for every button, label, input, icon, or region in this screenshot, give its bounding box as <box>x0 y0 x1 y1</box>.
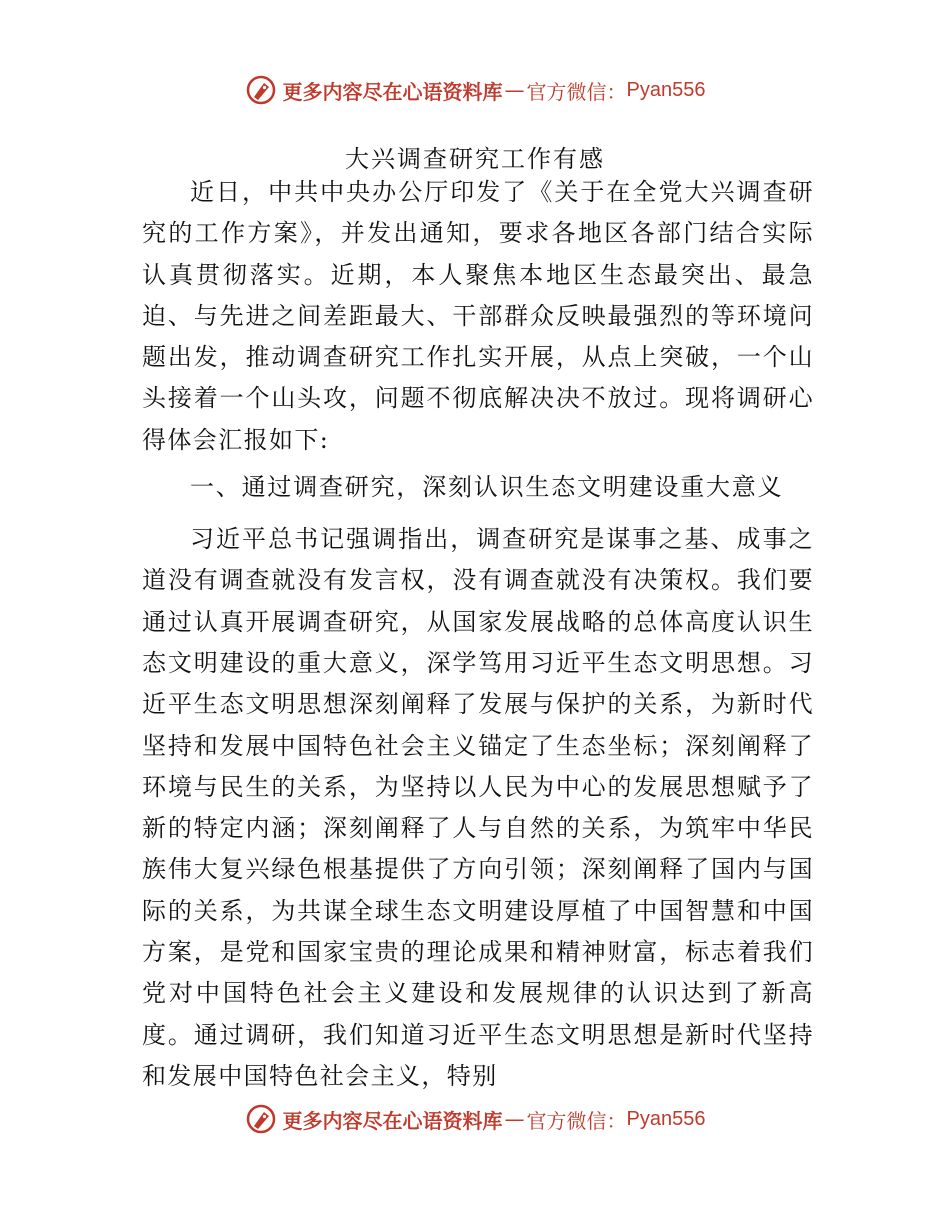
pen-nib-logo-icon <box>245 1103 277 1135</box>
document-body <box>142 172 814 1097</box>
banner-wechat-label: 官方微信： <box>526 1108 627 1133</box>
banner-wechat-id: Pyan556 <box>626 78 706 101</box>
pen-nib-logo-icon <box>245 74 277 106</box>
banner-text: 更多内容尽在心语资料库 <box>282 79 503 104</box>
banner-wechat-id: Pyan556 <box>626 1107 706 1130</box>
footer-banner <box>0 1099 950 1139</box>
paragraph-intro: 近日，中共中央办公厅印发了《关于在全党大兴调查研究的工作方案》，并发出通知，要求各地区各部门结合实际认真贯彻落实。近期，本人聚焦本地区生态最突出、最急迫、与先进之间差距最大、干部群众反映最强烈的等环境问题出发，推动调查研究工作扎实开展，从点上突破，一个山头接着一个山头攻，问题不彻底解决决不放过。现将调研心得体会汇报如下: <box>142 178 814 454</box>
paragraph-section-1: 习近平总书记强调指出，调查研究是谋事之基、成事之道没有调查就没有发言权，没有调查就没有决策权。我们要通过认真开展调查研究，从国家发展战略的总体高度认识生态文明建设的重大意义，深学笃用习近平生态文明思想。习近平生态文明思想深刻阐释了发展与保护的关系，为新时代坚持和发展中国特色社会主义锚定了生态坐标；深刻阐释了环境与民生的关系，为坚持以人民为中心的发展思想赋予了新的特定内涵；深刻阐释了人与自然的关系，为筑牢中华民族伟大复兴绿色根基提供了方向引领；深刻阐释了国内与国际的关系，为共谋全球生态文明建设厚植了中国智慧和中国方案，是党和国家宝贵的理论成果和精神财富，标志着我们党对中国特色社会主义建设和发展规律的认识达到了新高度。通过调研，我们知道习近平生态文明思想是新时代坚持和发展中国特色社会主义，特别 <box>142 525 814 1090</box>
document-title: 大兴调查研究工作有感 <box>345 145 605 173</box>
banner-separator: — <box>504 78 525 102</box>
header-banner <box>0 70 950 110</box>
section-heading-1: 一、通过调查研究，深刻认识生态文明建设重大意义 <box>190 473 784 502</box>
banner-separator: — <box>504 1107 525 1131</box>
banner-text: 更多内容尽在心语资料库 <box>282 1108 503 1133</box>
banner-wechat-label: 官方微信： <box>526 79 627 104</box>
